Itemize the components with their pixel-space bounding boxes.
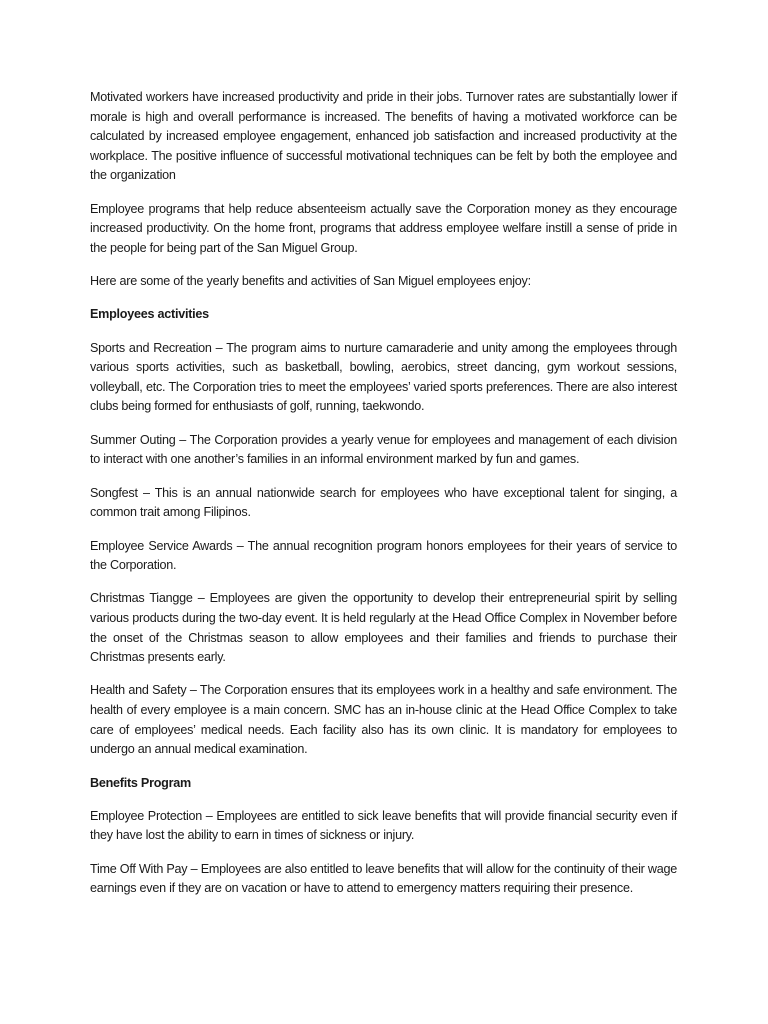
paragraph-summer-outing: Summer Outing – The Corporation provides a yearly venue for employees and management of each division to interact with one another’s families in an informal environment marked by fun and games. <box>90 432 677 467</box>
heading-employees-activities: Employees activities <box>90 307 209 322</box>
paragraph-service-awards: Employee Service Awards – The annual recognition program honors employees for their years of service to the Corporation. <box>90 538 677 573</box>
heading-benefits-program: Benefits Program <box>90 775 191 790</box>
document-page <box>90 88 677 913</box>
paragraph-songfest: Songfest – This is an annual nationwide search for employees who have exceptional talent for singing, a common trait among Filipinos. <box>90 485 677 520</box>
paragraph-employee-programs: Employee programs that help reduce absenteeism actually save the Corporation money as they encourage increased productivity. On the home front, programs that address employee welfare instill a sense of pride in the people for being part of the San Miguel Group. <box>90 201 677 255</box>
paragraph-employee-protection: Employee Protection – Employees are entitled to sick leave benefits that will provide financial security even if they have lost the ability to earn in times of sickness or injury. <box>90 808 677 843</box>
paragraph-motivated-workers: Motivated workers have increased productivity and pride in their jobs. Turnover rates are substantially lower if morale is high and overall performance is increased. The benefits of having a motivated workforce can be calculated by increased employee engagement, enhanced job satisfaction and increased productivity at the workplace. The positive influence of successful motivational techniques can be felt by both the employee and the organization <box>90 90 677 183</box>
paragraph-christmas-tiangge: Christmas Tiangge – Employees are given the opportunity to develop their entrepreneurial spirit by selling various products during the two-day event. It is held regularly at the Head Office Complex in November before the onset of the Christmas season to allow employees and their families and friends to purchase their Christmas presents early. <box>90 591 677 665</box>
paragraph-yearly-benefits-intro: Here are some of the yearly benefits and activities of San Miguel employees enjoy: <box>90 274 531 289</box>
paragraph-time-off-with-pay: Time Off With Pay – Employees are also entitled to leave benefits that will allow for the continuity of their wage earnings even if they are on vacation or have to attend to emergency matters requiring their presence. <box>90 861 677 896</box>
paragraph-health-safety: Health and Safety – The Corporation ensures that its employees work in a healthy and safe environment. The health of every employee is a main concern. SMC has an in-house clinic at the Head Office Complex to take care of employees’ medical needs. Each facility also has its own clinic. It is mandatory for employees to undergo an annual medical examination. <box>90 683 677 757</box>
paragraph-sports-recreation: Sports and Recreation – The program aims to nurture camaraderie and unity among the employees through various sports activities, such as basketball, bowling, aerobics, street dancing, gym workout sessions, volleyball, etc. The Corporation tries to meet the employees’ varied sports preferences. There are also interest clubs being formed for enthusiasts of golf, running, taekwondo. <box>90 340 677 414</box>
